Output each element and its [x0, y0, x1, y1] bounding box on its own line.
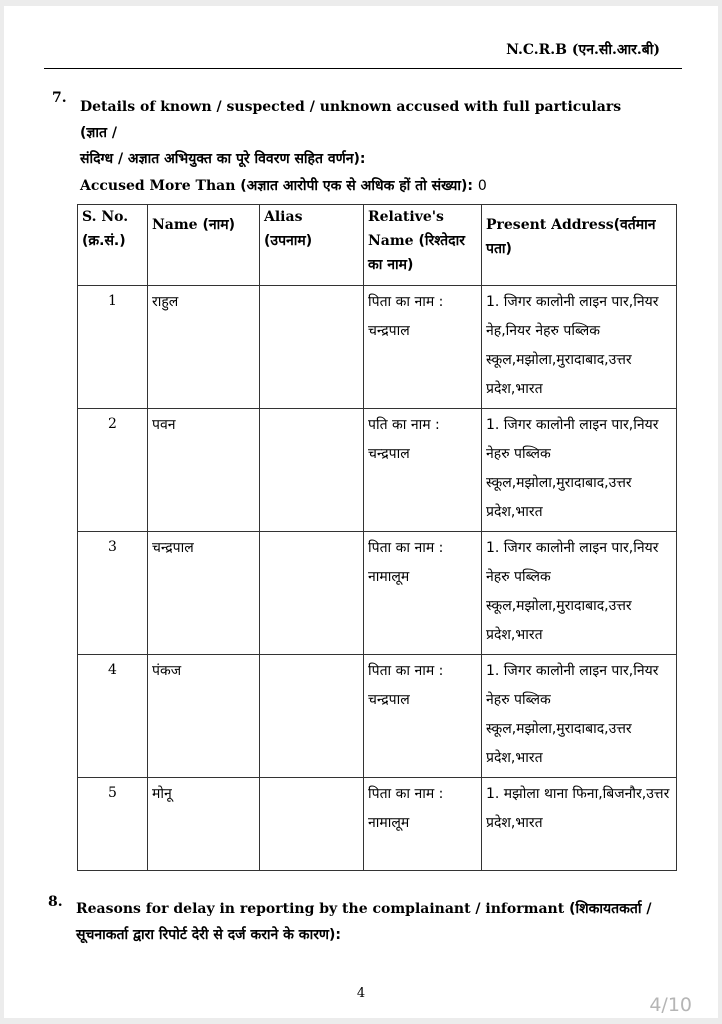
cell-address: 1. जिगर कालोनी लाइन पार,नियर नेहरु पब्लिक स्कूल,मझोला,मुरादाबाद,उत्तर प्रदेश,भारत	[482, 532, 677, 655]
section-8-title-hi-2: सूचनाकर्ता द्वारा रिपोर्ट देरी से दर्ज कराने के कारण):	[76, 927, 342, 943]
cell-address: 1. जिगर कालोनी लाइन पार,नियर नेहरु पब्लिक स्कूल,मझोला,मुरादाबाद,उत्तर प्रदेश,भारत	[482, 409, 677, 532]
section-8-number: 8.	[48, 894, 63, 910]
cell-sno: 2	[78, 409, 148, 532]
document-page	[4, 6, 718, 1018]
section-7-title-hi-1: (ज्ञात /	[80, 125, 117, 141]
section-7-title-en: Details of known / suspected / unknown accused with full particulars	[80, 99, 622, 115]
table-header-row	[78, 205, 677, 286]
cell-address: 1. मझोला थाना फिना,बिजनौर,उत्तर प्रदेश,भारत	[482, 778, 677, 871]
cell-address: 1. जिगर कालोनी लाइन पार,नियर नेहरु पब्लिक स्कूल,मझोला,मुरादाबाद,उत्तर प्रदेश,भारत	[482, 655, 677, 778]
table-row	[78, 409, 677, 532]
accused-more-label-hi: (अज्ञात आरोपी एक से अधिक हों तो संख्या):	[240, 178, 474, 194]
cell-name: पंकज	[148, 655, 260, 778]
page-number: 4	[356, 986, 366, 1001]
cell-alias	[260, 532, 364, 655]
header-org: N.C.R.B (एन.सी.आर.बी)	[506, 42, 660, 58]
cell-sno: 1	[78, 286, 148, 409]
section-7-number: 7.	[52, 90, 67, 106]
cell-relative: पिता का नाम : चन्द्रपाल	[364, 655, 482, 778]
cell-sno: 4	[78, 655, 148, 778]
accused-more-label-en: Accused More Than	[80, 178, 236, 194]
cell-address: 1. जिगर कालोनी लाइन पार,नियर नेह,नियर नेहरु पब्लिक स्कूल,मझोला,मुरादाबाद,उत्तर प्रदेश,भारत	[482, 286, 677, 409]
cell-relative: पिता का नाम : नामालूम	[364, 778, 482, 871]
section-7-title-hi-2: संदिग्ध / अज्ञात अभियुक्त का पूरे विवरण सहित वर्णन):	[80, 151, 366, 167]
cell-name: पवन	[148, 409, 260, 532]
header-relative: Relative's Name (रिश्तेदार का नाम)	[364, 205, 482, 286]
header-sno: S. No. (क्र.सं.)	[78, 205, 148, 286]
cell-relative: पति का नाम : चन्द्रपाल	[364, 409, 482, 532]
cell-name: राहुल	[148, 286, 260, 409]
cell-alias	[260, 655, 364, 778]
table-row	[78, 655, 677, 778]
cell-alias	[260, 778, 364, 871]
cell-name: मोनू	[148, 778, 260, 871]
table-row	[78, 778, 677, 871]
header-address: Present Address(वर्तमान पता)	[482, 205, 677, 286]
accused-more-value: 0	[477, 178, 487, 194]
section-8-title	[76, 896, 676, 948]
accused-table	[77, 204, 677, 871]
header-divider	[44, 68, 682, 69]
cell-relative: पिता का नाम : नामालूम	[364, 532, 482, 655]
header-name: Name (नाम)	[148, 205, 260, 286]
cell-sno: 5	[78, 778, 148, 871]
section-7-title	[80, 94, 640, 172]
cell-alias	[260, 409, 364, 532]
section-8-title-hi-1: (शिकायतकर्ता /	[569, 901, 652, 917]
table-row	[78, 286, 677, 409]
page-counter: 4/10	[649, 994, 692, 1016]
cell-name: चन्द्रपाल	[148, 532, 260, 655]
cell-relative: पिता का नाम : चन्द्रपाल	[364, 286, 482, 409]
table-row	[78, 532, 677, 655]
cell-alias	[260, 286, 364, 409]
section-8-title-en: Reasons for delay in reporting by the complainant / informant	[76, 901, 565, 917]
accused-more-than	[80, 176, 487, 195]
cell-sno: 3	[78, 532, 148, 655]
header-alias: Alias (उपनाम)	[260, 205, 364, 286]
